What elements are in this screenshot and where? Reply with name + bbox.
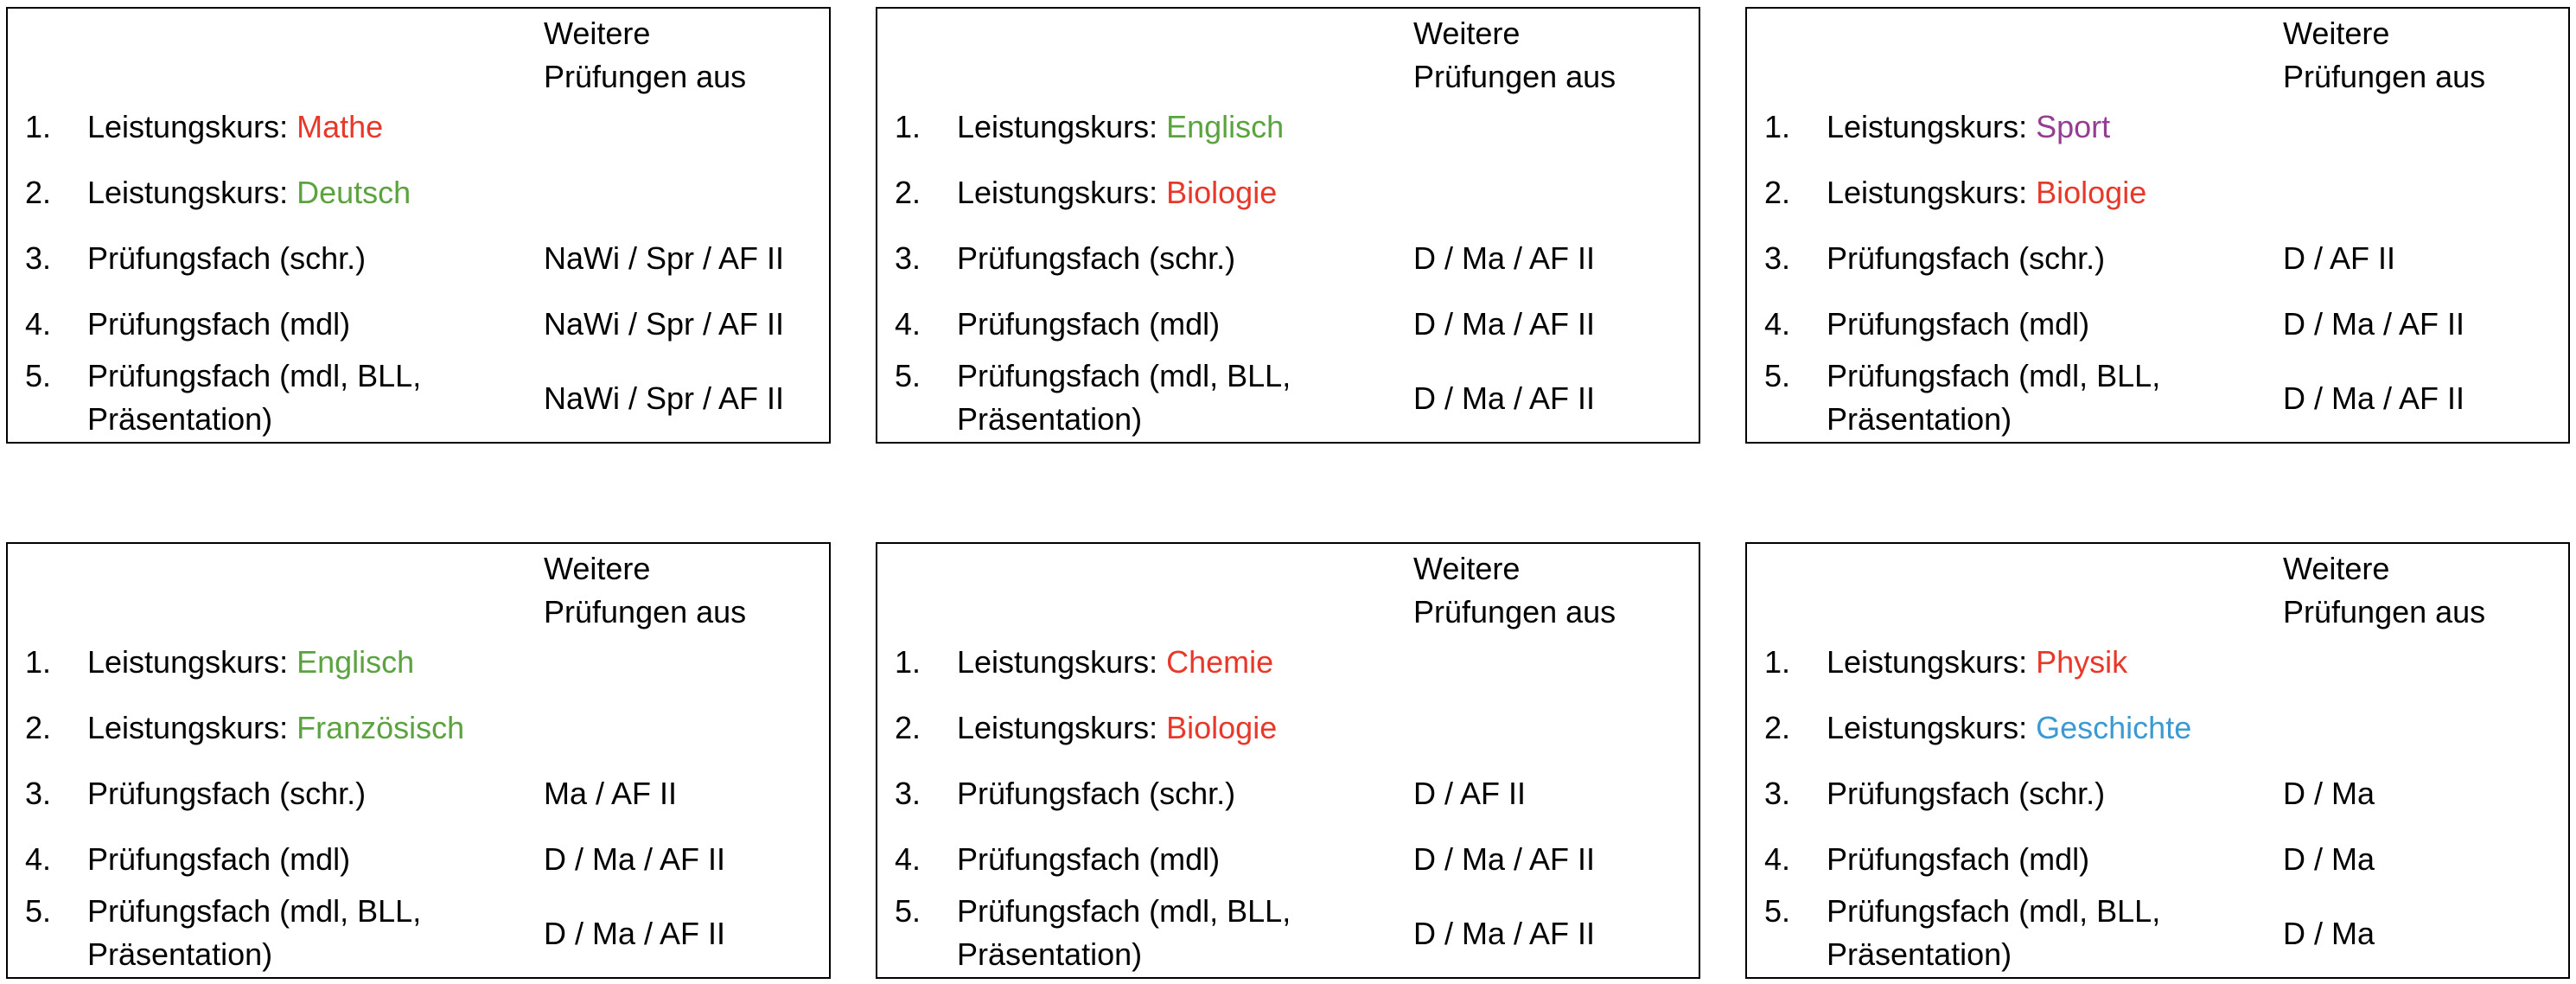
- exam-options: NaWi / Spr / AF II: [544, 240, 785, 276]
- row-number: 1.: [895, 644, 921, 680]
- exam-options: NaWi / Spr / AF II: [544, 306, 785, 342]
- row-number: 3.: [25, 240, 52, 276]
- advanced-course-2: [957, 706, 1277, 750]
- exam-subject-oral: Prüfungsfach (mdl): [87, 841, 351, 877]
- row-label: Leistungskurs:: [1827, 109, 2037, 144]
- row-number: 5.: [1764, 893, 1791, 929]
- row-number: 3.: [895, 776, 921, 811]
- exam-subject-presentation: Prüfungsfach (mdl, BLL, Präsentation): [87, 358, 422, 437]
- row-label: Leistungskurs:: [87, 175, 297, 210]
- row-label: Leistungskurs:: [957, 175, 1167, 210]
- exam-options: D / Ma / AF II: [1413, 306, 1596, 342]
- exam-subject-written: Prüfungsfach (schr.): [87, 776, 367, 811]
- exam-options: D / AF II: [2283, 240, 2396, 276]
- subject-name: Englisch: [296, 644, 415, 680]
- row-number: 4.: [895, 841, 921, 877]
- exam-subject-oral: Prüfungsfach (mdl): [87, 306, 351, 342]
- exam-options: D / Ma / AF II: [544, 841, 726, 877]
- exam-subject-written: Prüfungsfach (schr.): [957, 776, 1236, 811]
- subject-name: Biologie: [2036, 175, 2147, 210]
- row-label: Leistungskurs:: [87, 710, 297, 745]
- row-label: Leistungskurs:: [957, 644, 1167, 680]
- row-number: 3.: [1764, 240, 1791, 276]
- exam-options: D / Ma: [2283, 776, 2375, 811]
- row-label: Leistungskurs:: [1827, 644, 2037, 680]
- exam-subject-written: Prüfungsfach (schr.): [1827, 776, 2106, 811]
- subject-name: Biologie: [1166, 710, 1278, 745]
- row-number: 5.: [25, 893, 52, 929]
- row-label: Leistungskurs:: [957, 710, 1167, 745]
- row-number: 3.: [1764, 776, 1791, 811]
- row-number: 3.: [25, 776, 52, 811]
- exam-card-2: [876, 7, 1700, 444]
- further-exams-header: Weitere Prüfungen aus: [2283, 16, 2486, 94]
- exam-subject-presentation: Prüfungsfach (mdl, BLL, Präsentation): [957, 358, 1291, 437]
- further-exams-header: Weitere Prüfungen aus: [1413, 16, 1616, 94]
- exam-options: D / Ma / AF II: [1413, 841, 1596, 877]
- subject-name: Sport: [2036, 109, 2111, 144]
- advanced-course-2: [957, 171, 1277, 214]
- advanced-course-1: [957, 105, 1284, 149]
- row-label: Leistungskurs:: [87, 109, 297, 144]
- exam-subject-presentation: Prüfungsfach (mdl, BLL, Präsentation): [957, 893, 1291, 972]
- row-number: 4.: [25, 306, 52, 342]
- subject-name: Deutsch: [296, 175, 411, 210]
- row-number: 2.: [895, 175, 921, 210]
- row-number: 2.: [895, 710, 921, 745]
- exam-options: D / Ma / AF II: [2283, 306, 2465, 342]
- row-number: 2.: [1764, 175, 1791, 210]
- exam-subject-oral: Prüfungsfach (mdl): [1827, 306, 2090, 342]
- row-number: 3.: [895, 240, 921, 276]
- row-number: 2.: [1764, 710, 1791, 745]
- exam-options: D / Ma: [2283, 916, 2375, 951]
- exam-options: D / Ma / AF II: [544, 916, 726, 951]
- row-number: 1.: [25, 109, 52, 144]
- row-number: 5.: [1764, 358, 1791, 393]
- subject-name: Chemie: [1166, 644, 1274, 680]
- row-label: Leistungskurs:: [1827, 175, 2037, 210]
- advanced-course-1: [1827, 641, 2127, 684]
- exam-subject-presentation: Prüfungsfach (mdl, BLL, Präsentation): [1827, 358, 2161, 437]
- advanced-course-2: [1827, 706, 2191, 750]
- row-number: 1.: [1764, 644, 1791, 680]
- row-number: 2.: [25, 710, 52, 745]
- advanced-course-2: [1827, 171, 2146, 214]
- exam-subject-presentation: Prüfungsfach (mdl, BLL, Präsentation): [87, 893, 422, 972]
- exam-subject-oral: Prüfungsfach (mdl): [957, 306, 1221, 342]
- row-number: 4.: [895, 306, 921, 342]
- subject-name: Mathe: [296, 109, 384, 144]
- exam-subject-written: Prüfungsfach (schr.): [1827, 240, 2106, 276]
- subject-name: Französisch: [296, 710, 465, 745]
- exam-card-1: [6, 7, 831, 444]
- exam-options: D / Ma / AF II: [1413, 240, 1596, 276]
- advanced-course-1: [87, 641, 414, 684]
- row-number: 4.: [25, 841, 52, 877]
- row-label: Leistungskurs:: [957, 109, 1167, 144]
- row-number: 5.: [895, 893, 921, 929]
- exam-options: NaWi / Spr / AF II: [544, 380, 785, 416]
- further-exams-header: Weitere Prüfungen aus: [544, 16, 747, 94]
- exam-options: D / Ma / AF II: [2283, 380, 2465, 416]
- row-number: 4.: [1764, 841, 1791, 877]
- exam-subject-oral: Prüfungsfach (mdl): [957, 841, 1221, 877]
- exam-subject-written: Prüfungsfach (schr.): [957, 240, 1236, 276]
- exam-card-3: [1745, 7, 2570, 444]
- row-label: Leistungskurs:: [87, 644, 297, 680]
- advanced-course-2: [87, 171, 411, 214]
- exam-options: Ma / AF II: [544, 776, 678, 811]
- row-number: 1.: [1764, 109, 1791, 144]
- exam-subject-oral: Prüfungsfach (mdl): [1827, 841, 2090, 877]
- further-exams-header: Weitere Prüfungen aus: [2283, 551, 2486, 629]
- subject-name: Physik: [2036, 644, 2128, 680]
- advanced-course-1: [1827, 105, 2110, 149]
- exam-card-4: [6, 542, 831, 979]
- subject-name: Biologie: [1166, 175, 1278, 210]
- exam-subject-presentation: Prüfungsfach (mdl, BLL, Präsentation): [1827, 893, 2161, 972]
- exam-options: D / Ma / AF II: [1413, 380, 1596, 416]
- further-exams-header: Weitere Prüfungen aus: [1413, 551, 1616, 629]
- subject-name: Geschichte: [2036, 710, 2192, 745]
- subject-name: Englisch: [1166, 109, 1285, 144]
- row-label: Leistungskurs:: [1827, 710, 2037, 745]
- advanced-course-2: [87, 706, 464, 750]
- row-number: 1.: [25, 644, 52, 680]
- row-number: 4.: [1764, 306, 1791, 342]
- advanced-course-1: [87, 105, 383, 149]
- exam-options: D / AF II: [1413, 776, 1527, 811]
- exam-options: D / Ma: [2283, 841, 2375, 877]
- advanced-course-1: [957, 641, 1273, 684]
- row-number: 5.: [25, 358, 52, 393]
- exam-subject-written: Prüfungsfach (schr.): [87, 240, 367, 276]
- exam-card-6: [1745, 542, 2570, 979]
- exam-card-5: [876, 542, 1700, 979]
- further-exams-header: Weitere Prüfungen aus: [544, 551, 747, 629]
- row-number: 5.: [895, 358, 921, 393]
- row-number: 2.: [25, 175, 52, 210]
- exam-options: D / Ma / AF II: [1413, 916, 1596, 951]
- row-number: 1.: [895, 109, 921, 144]
